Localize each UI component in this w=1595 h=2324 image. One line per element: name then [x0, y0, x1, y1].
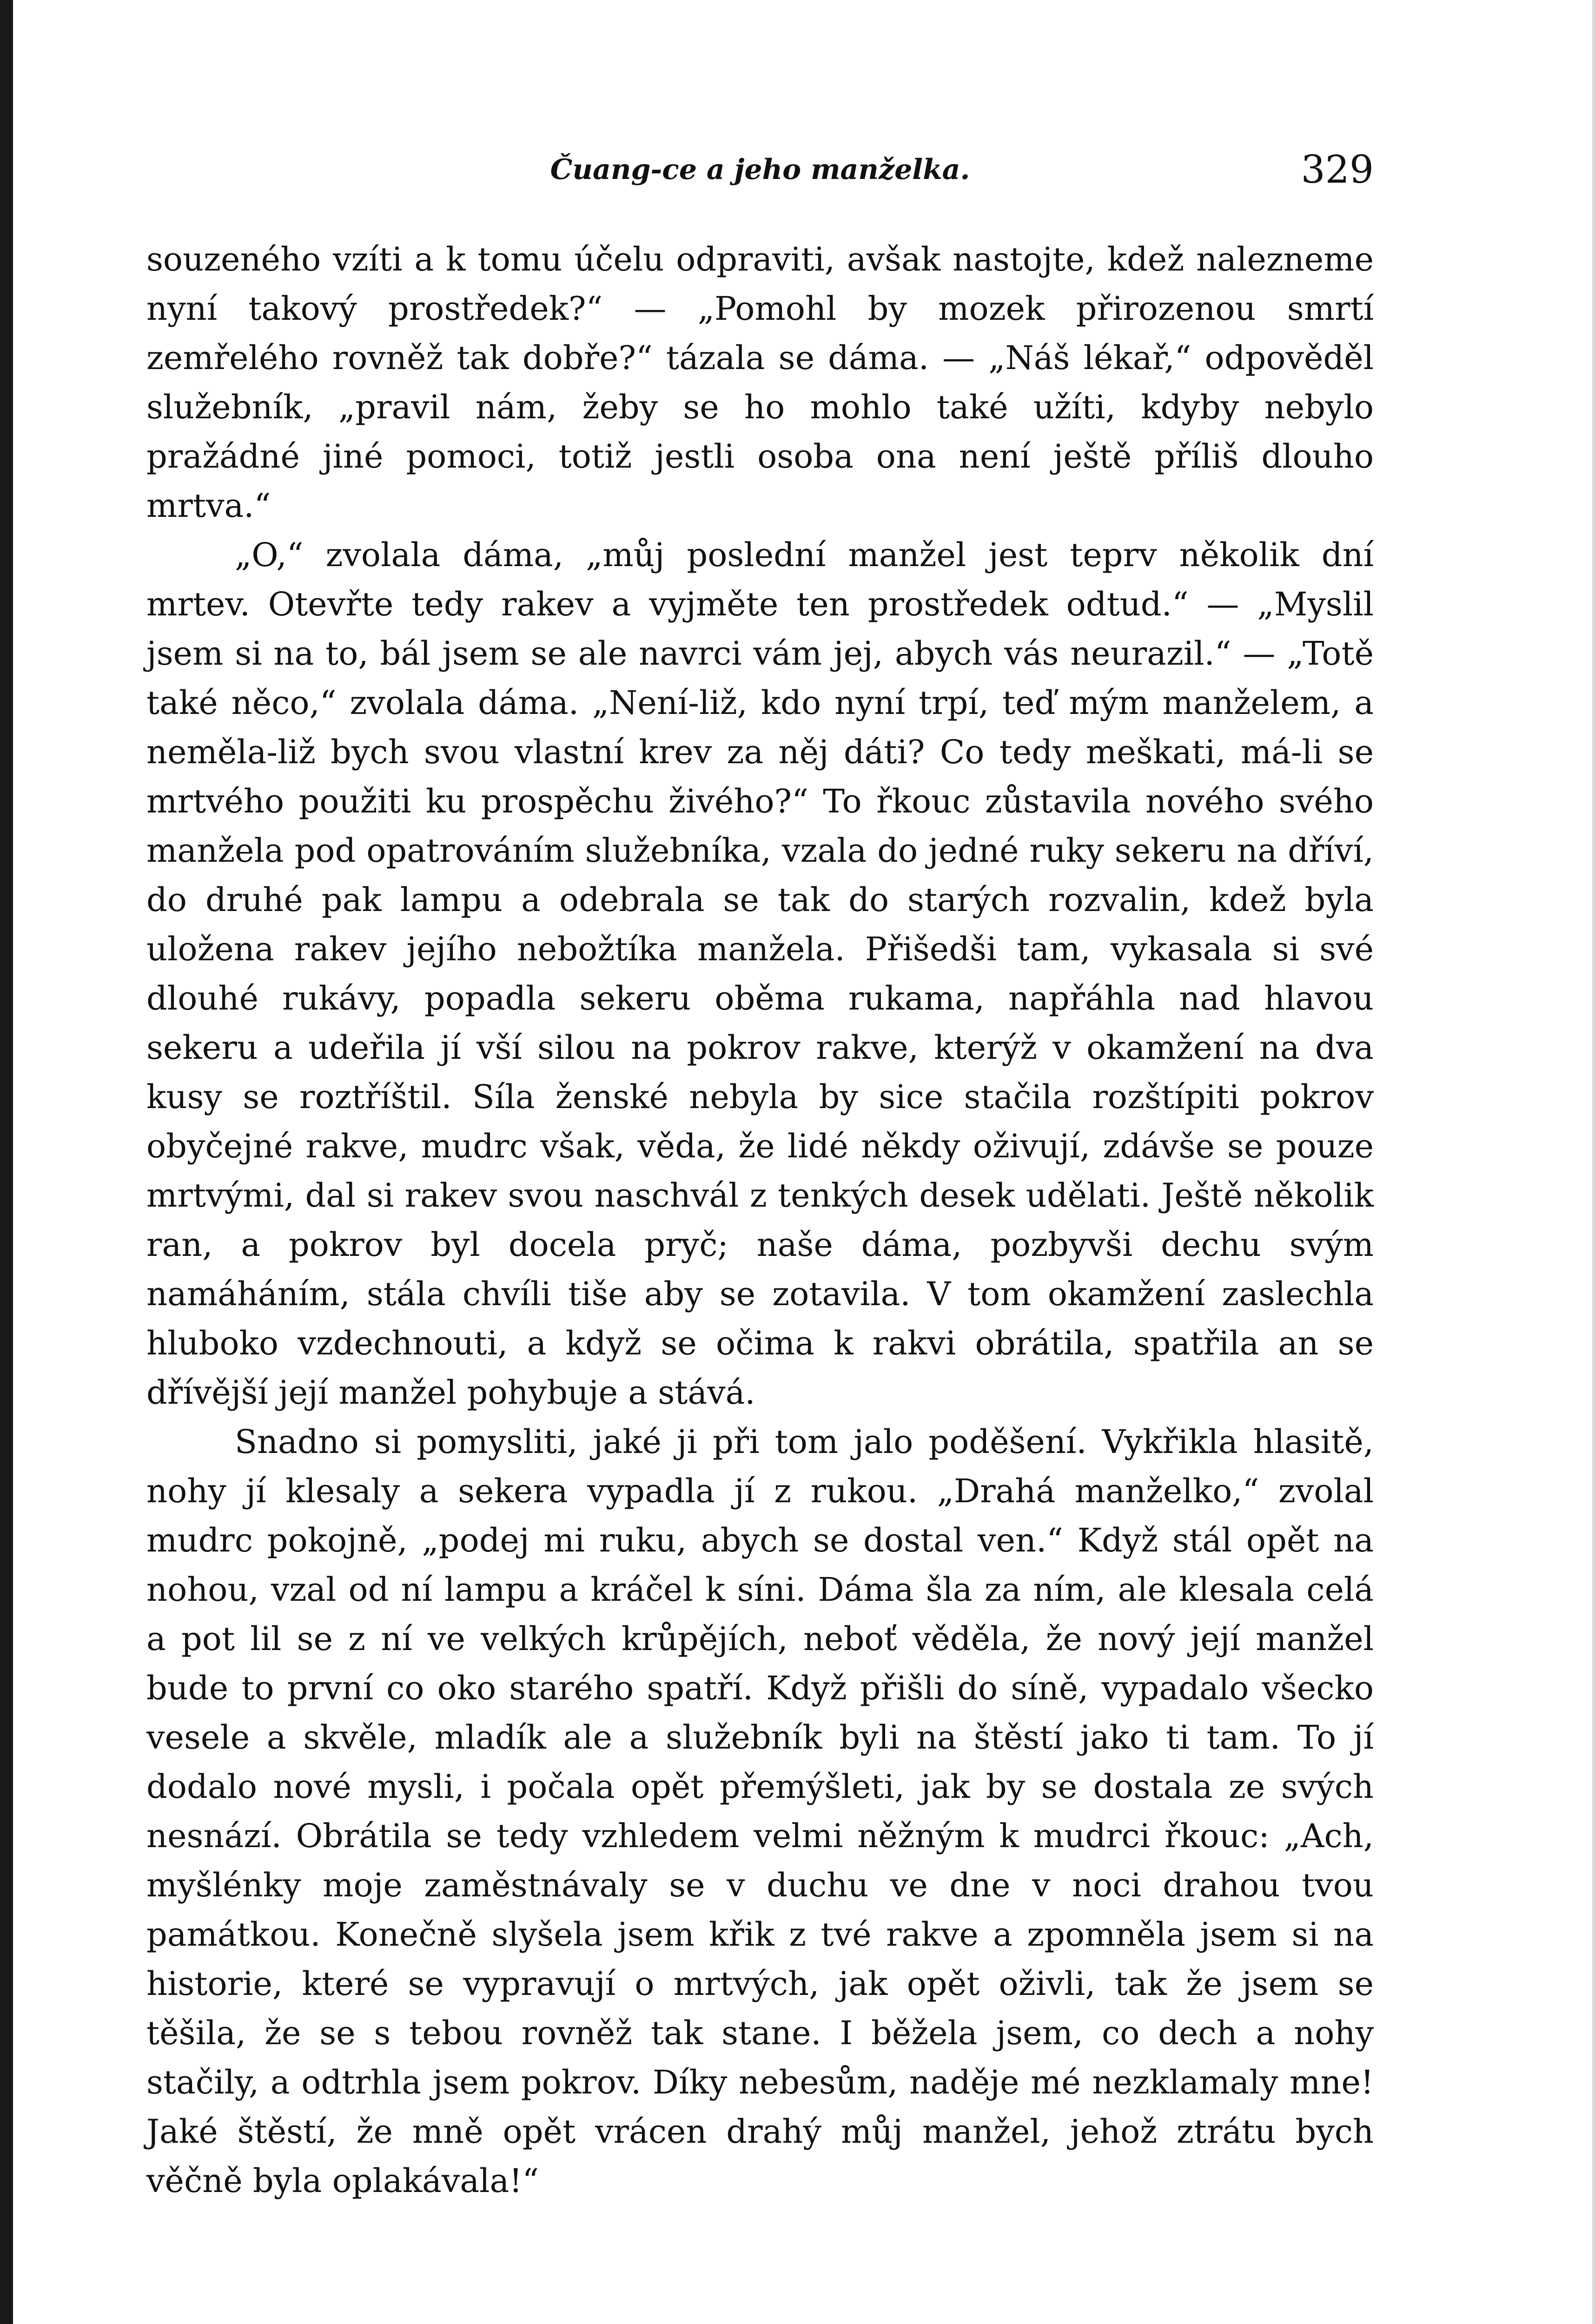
book-page [146, 139, 1374, 2324]
running-title: Čuang-ce a jeho manželka. [550, 153, 970, 186]
scan-right-edge [1592, 0, 1595, 2324]
scan-left-edge [0, 0, 13, 2324]
paragraph-3: Snadno si pomysliti, jaké ji při tom jalo poděšení. Vykřikla hlasitě, nohy jí klesaly a sekera vypadla jí z rukou. „Drahá manželko,“ zvolal mudrc pokojně, „podej mi ruku, abych se dostal ven.“ Když stál opět na nohou, vzal od ní lampu a kráčel k síni. Dáma šla za ním, ale klesala celá a pot lil se z ní ve velkých krůpějích, neboť věděla, že nový její manžel bude to první co oko starého spatří. Když přišli do síně, vypadalo všecko vesele a skvěle, mladík ale a služebník byli na štěstí jako ti tam. To jí dodalo nové mysli, i počala opět přemýšleti, jak by se dostala ze svých nesnází. Obrátila se tedy vzhledem velmi něžným k mudrci řkouc: „Ach, myšlénky moje zaměstnávaly se v duchu ve dne v noci drahou tvou památkou. Konečně slyšela jsem křik z tvé rakve a zpomněla jsem si na historie, které se vypravují o mrtvých, jak opět oživli, tak že jsem se těšila, že se s tebou rovněž tak stane. I běžela jsem, co dech a nohy stačily, a odtrhla jsem pokrov. Díky nebesům, naděje mé nezklamaly mne! Jaké štěstí, že mně opět vrácen drahý můj manžel, jehož ztrátu bych věčně byla oplakávala!“ [146, 1423, 1374, 2200]
page-number: 329 [1301, 148, 1374, 192]
page-header [146, 139, 1374, 209]
paragraph-2: „O,“ zvolala dáma, „můj poslední manžel jest teprv několik dní mrtev. Otevřte tedy rakev a vyjměte ten prostředek odtud.“ — „Myslil jsem si na to, bál jsem se ale navrci vám jej, abych vás neurazil.“ — „Totě také něco,“ zvolala dáma. „Není-liž, kdo nyní trpí, teď mým manželem, a neměla-liž bych svou vlastní krev za něj dáti? Co tedy meškati, má-li se mrtvého použiti ku prospěchu živého?“ To řkouc zůstavila nového svého manžela pod opatrováním služebníka, vzala do jedné ruky sekeru na dříví, do druhé pak lampu a odebrala se tak do starých rozvalin, kdež byla uložena rakev jejího nebožtíka manžela. Přišedši tam, vykasala si své dlouhé rukávy, popadla sekeru oběma rukama, napřáhla nad hlavou sekeru a udeřila jí vší silou na pokrov rakve, kterýž v okamžení na dva kusy se roztříštil. Síla ženské nebyla by sice stačila rozštípiti pokrov obyčejné rakve, mudrc však, věda, že lidé někdy oživují, zdávše se pouze mrtvými, dal si rakev svou naschvál z tenkých desek udělati. Ještě několik ran, a pokrov byl docela pryč; naše dáma, pozbyvši dechu svým namáháním, stála chvíli tiše aby se zotavila. V tom okamžení zaslechla hluboko vzdechnouti, a když se očima k rakvi obrátila, spatřila an se dřívější její manžel pohybuje a stává. [146, 536, 1374, 1412]
body-text [146, 235, 1374, 2205]
paragraph-1: souzeného vzíti a k tomu účelu odpraviti, avšak nastojte, kdež nalezneme nyní takový prostředek?“ — „Pomohl by mozek přirozenou smrtí zemřelého rovněž tak dobře?“ tázala se dáma. — „Náš lékař,“ odpověděl služebník, „pravil nám, žeby se ho mohlo také užíti, kdyby nebylo pražádné jiné pomoci, totiž jestli osoba ona není ještě příliš dlouho mrtva.“ [146, 240, 1374, 525]
